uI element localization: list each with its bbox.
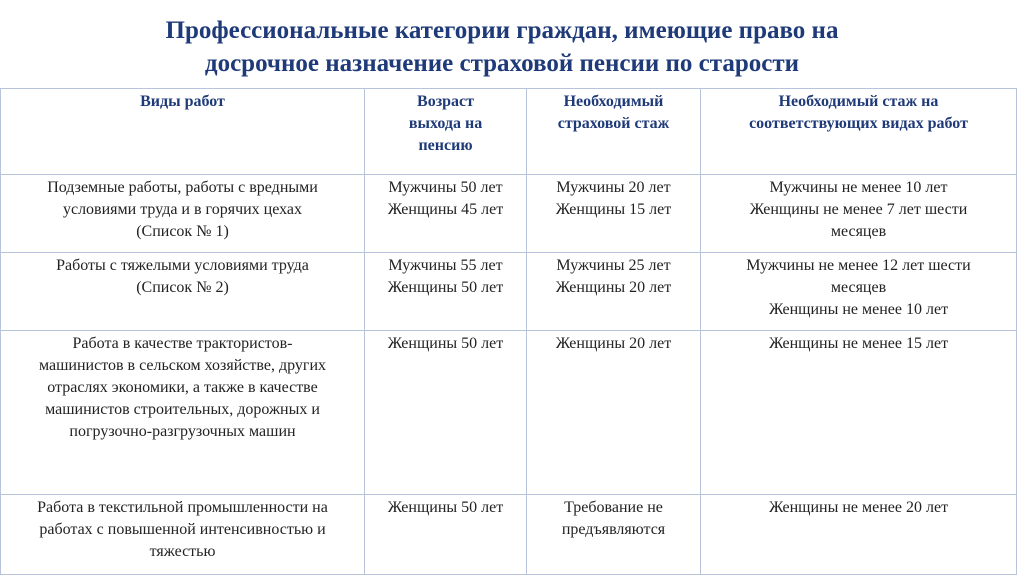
cell-text: Мужчины не менее 10 лет <box>769 179 948 196</box>
cell-text: машинистов в сельском хозяйстве, других <box>38 357 327 374</box>
cell-insurance <box>527 495 701 575</box>
cell-text: отраслях экономики, а также в качестве <box>47 379 318 396</box>
header-text: соответствующих видах работ <box>749 115 968 132</box>
cell-age <box>365 495 527 575</box>
cell-text: месяцев <box>830 279 887 296</box>
cell-work <box>1 495 365 575</box>
cell-text: Работа в качестве трактористов- <box>72 335 293 352</box>
table-row <box>1 331 1017 495</box>
header-text: страховой стаж <box>557 115 670 132</box>
header-retirement-age <box>365 89 527 175</box>
cell-special <box>701 253 1017 331</box>
cell-text: работах с повышенной интенсивностью и <box>39 521 326 538</box>
cell-text: Женщины не менее 15 лет <box>768 335 949 352</box>
cell-text: Женщины 50 лет <box>387 499 504 516</box>
page-title <box>0 14 1004 80</box>
cell-special <box>701 495 1017 575</box>
cell-text: Требование не <box>564 499 663 516</box>
cell-text: Женщины не менее 20 лет <box>768 499 949 516</box>
cell-text: Женщины 20 лет <box>555 335 672 352</box>
cell-text: месяцев <box>830 223 887 240</box>
cell-text: Работа в текстильной промышленности на <box>37 499 328 516</box>
cell-text: Мужчины 50 лет <box>388 179 503 196</box>
title-line-1: Профессиональные категории граждан, имеющие право на <box>165 17 839 44</box>
cell-text: Мужчины не менее 12 лет шести <box>746 257 971 274</box>
header-text: выхода на <box>408 115 483 132</box>
cell-text: (Список № 1) <box>136 223 229 240</box>
header-text: Необходимый <box>563 93 664 110</box>
cell-text: погрузочно-разгрузочных машин <box>69 423 296 440</box>
header-text: пенсию <box>418 137 473 154</box>
cell-text: машинистов строительных, дорожных и <box>45 401 320 418</box>
cell-text: Мужчины 55 лет <box>388 257 503 274</box>
cell-age <box>365 253 527 331</box>
cell-text: Женщины 50 лет <box>387 335 504 352</box>
title-line-2: досрочное назначение страховой пенсии по старости <box>204 50 800 77</box>
cell-special <box>701 331 1017 495</box>
cell-text: Работы с тяжелыми условиями труда <box>56 257 309 274</box>
header-row <box>1 89 1017 175</box>
header-text: Необходимый стаж на <box>778 93 939 110</box>
cell-text: предъявляются <box>561 521 666 538</box>
cell-text: Женщины 15 лет <box>555 201 672 218</box>
table-row <box>1 495 1017 575</box>
cell-work <box>1 331 365 495</box>
cell-text: Женщины не менее 7 лет шести <box>749 201 968 218</box>
cell-text: Мужчины 20 лет <box>556 179 671 196</box>
cell-age <box>365 331 527 495</box>
pension-categories-table <box>0 88 1017 575</box>
cell-text: Женщины не менее 10 лет <box>768 301 949 318</box>
cell-text: тяжестью <box>149 543 216 560</box>
cell-work <box>1 253 365 331</box>
header-text: Виды работ <box>140 93 225 110</box>
header-text: Возраст <box>417 93 474 110</box>
cell-text: Мужчины 25 лет <box>556 257 671 274</box>
cell-text: Женщины 50 лет <box>387 279 504 296</box>
cell-text: Подземные работы, работы с вредными <box>47 179 318 196</box>
cell-work <box>1 175 365 253</box>
table-row <box>1 175 1017 253</box>
cell-text: условиями труда и в горячих цехах <box>62 201 303 218</box>
cell-insurance <box>527 175 701 253</box>
header-insurance-experience <box>527 89 701 175</box>
cell-special <box>701 175 1017 253</box>
header-special-experience <box>701 89 1017 175</box>
cell-text: Женщины 20 лет <box>555 279 672 296</box>
cell-text: Женщины 45 лет <box>387 201 504 218</box>
cell-insurance <box>527 253 701 331</box>
cell-text: (Список № 2) <box>136 279 229 296</box>
table-row <box>1 253 1017 331</box>
cell-age <box>365 175 527 253</box>
cell-insurance <box>527 331 701 495</box>
header-work-types <box>1 89 365 175</box>
